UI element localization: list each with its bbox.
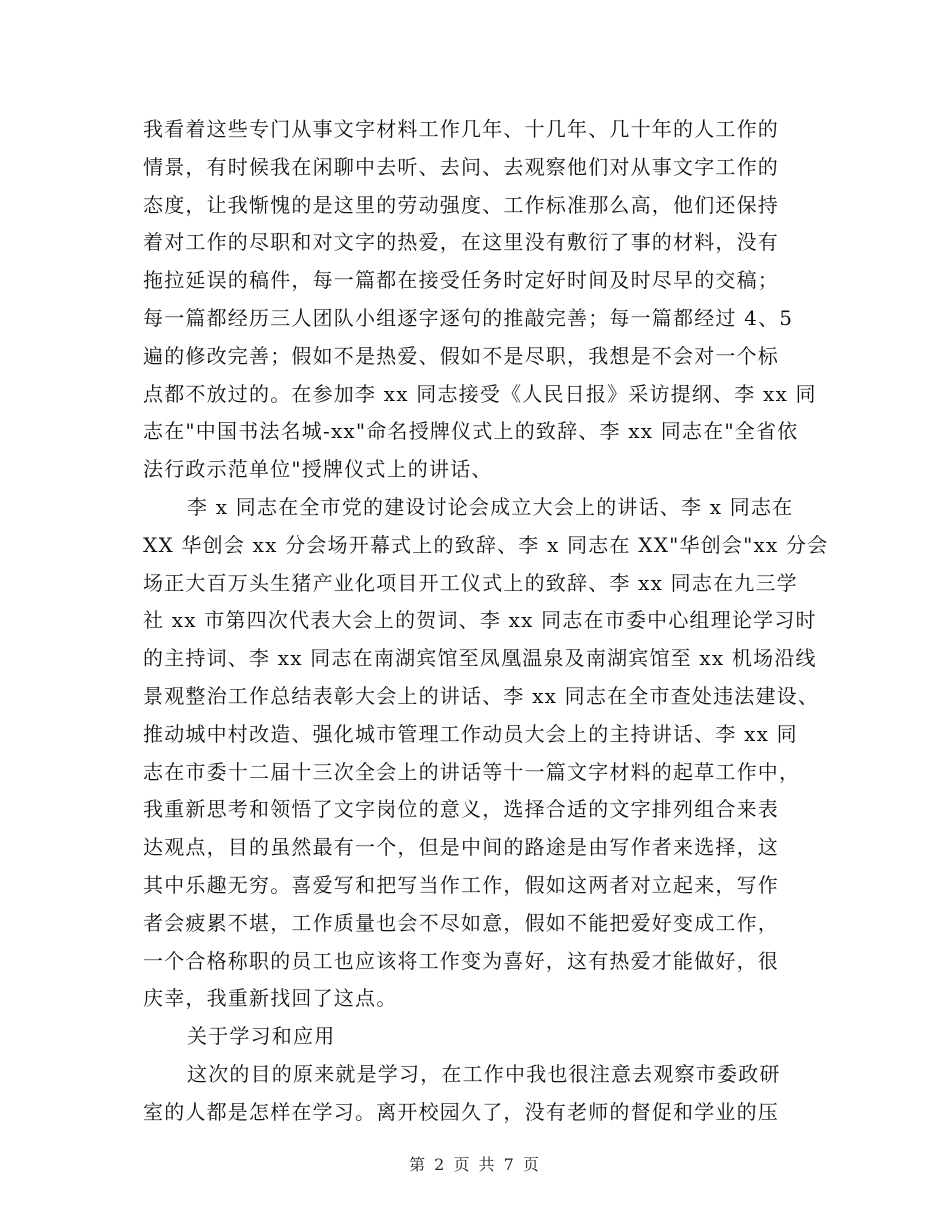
text-line: 其中乐趣无穷。喜爱写和把写当作工作，假如这两者对立起来，写作 [143,872,779,897]
text-line: 态度，让我惭愧的是这里的劳动强度、工作标准那么高，他们还保持 [143,192,779,217]
text-line: 景观整治工作总结表彰大会上的讲话、李 xx 同志在全市查处违法建设、 [143,683,820,708]
text-line: 遍的修改完善；假如不是热爱、假如不是尽职，我想是不会对一个标 [143,343,779,368]
section-heading: 关于学习和应用 [187,1024,336,1049]
body-text [143,111,829,1132]
text-line: 着对工作的尽职和对文字的热爱，在这里没有敷衍了事的材料，没有 [143,230,779,255]
text-line: 情景，有时候我在闲聊中去听、去问、去观察他们对从事文字工作的 [143,154,779,179]
text-line: 每一篇都经历三人团队小组逐字逐句的推敲完善；每一篇都经过 4、5 [143,305,794,330]
text-line: 的主持词、李 xx 同志在南湖宾馆至凤凰温泉及南湖宾馆至 xx 机场沿线 [143,646,817,671]
text-line: 法行政示范单位"授牌仪式上的讲话、 [143,457,493,482]
text-line: 我看着这些专门从事文字材料工作几年、十几年、几十年的人工作的 [143,117,779,141]
text-line: 达观点，目的虽然最有一个，但是中间的路途是由写作者来选择，这 [143,835,779,860]
text-line: 志在市委十二届十三次全会上的讲话等十一篇文字材料的起草工作中， [143,759,801,784]
text-line: 社 xx 市第四次代表大会上的贺词、李 xx 同志在市委中心组理论学习时 [143,608,817,633]
text-line: 拖拉延误的稿件，每一篇都在接受任务时定好时间及时尽早的交稿； [143,268,779,293]
text-line: 推动城中村改造、强化城市管理工作动员大会上的主持讲话、李 xx 同 [143,721,798,746]
paragraph-start-line: 这次的目的原来就是学习，在工作中我也很注意去观察市委政研 [187,1061,781,1086]
text-line: 我重新思考和领悟了文字岗位的意义，选择合适的文字排列组合来表 [143,797,779,822]
text-line: XX 华创会 xx 分会场开幕式上的致辞、李 x 同志在 XX"华创会"xx 分会 [143,532,829,557]
text-line: 一个合格称职的员工也应该将工作变为喜好，这有热爱才能做好，很 [143,948,779,973]
text-line: 点都不放过的。在参加李 xx 同志接受《人民日报》采访提纲、李 xx 同 [143,381,817,406]
text-line: 庆幸，我重新找回了这点。 [143,986,398,1011]
text-line: 场正大百万头生猪产业化项目开工仪式上的致辞、李 xx 同志在九三学 [143,570,798,595]
text-line: 志在"中国书法名城-xx"命名授牌仪式上的致辞、李 xx 同志在"全省依 [143,419,799,444]
text-line: 者会疲累不堪，工作质量也会不尽如意，假如不能把爱好变成工作， [143,910,779,935]
paragraph-start-line: 李 x 同志在全市党的建设讨论会成立大会上的讲话、李 x 同志在 [187,494,794,519]
text-line: 室的人都是怎样在学习。离开校园久了，没有老师的督促和学业的压 [143,1099,779,1124]
page-number-footer: 第 2 页 共 7 页 [409,1155,541,1174]
